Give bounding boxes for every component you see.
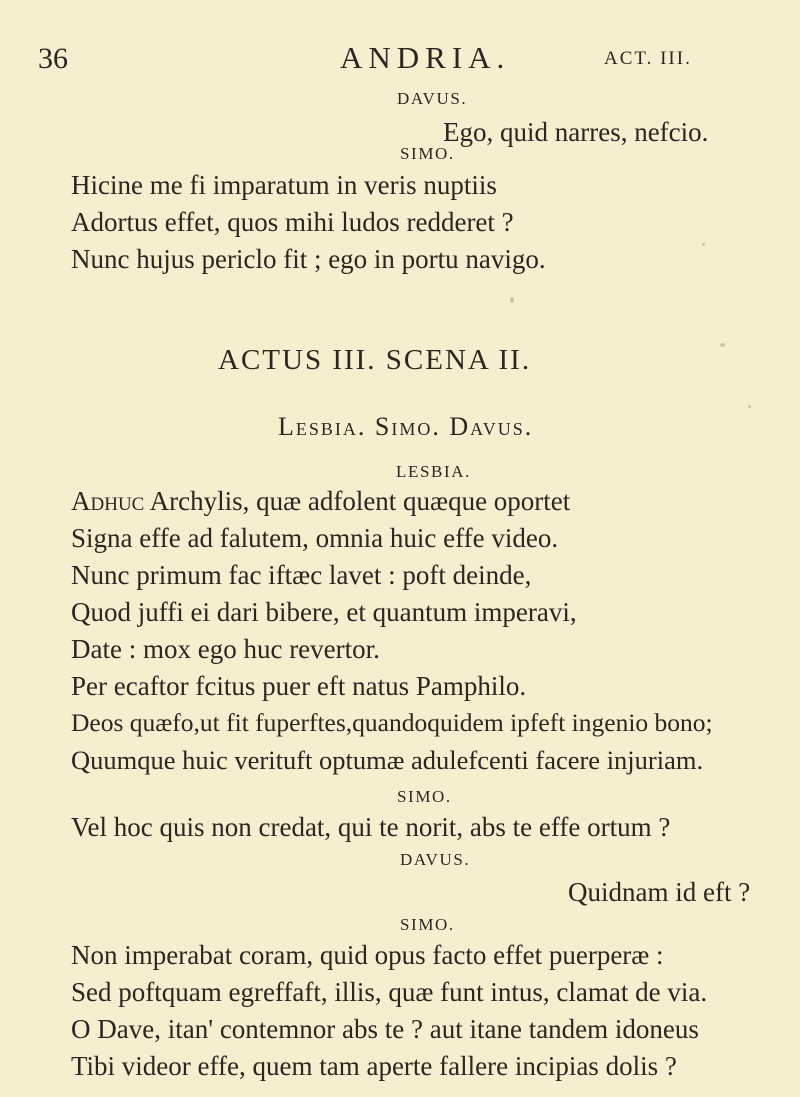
running-title: ANDRIA. — [340, 40, 511, 75]
act-label: ACT. III. — [604, 48, 692, 69]
verse-line: Ego, quid narres, nefcio. — [443, 117, 709, 147]
verse-line: Deos quæfo,ut fit fuperftes,quandoquidem ipfeft ingenio bono; — [71, 708, 713, 737]
paper-speck — [748, 405, 751, 408]
verse-line: Signa effe ad falutem, omnia huic effe video. — [71, 523, 559, 553]
paper-speck — [510, 297, 514, 303]
verse-line: Non imperabat coram, quid opus facto effet puerperæ : — [71, 940, 664, 970]
verse-line: Adortus effet, quos mihi ludos redderet ? — [71, 207, 514, 237]
verse-line: Quumque huic verituft optumæ adulefcenti facere injuriam. — [71, 745, 704, 775]
verse-line: Nunc primum fac iftæc lavet : poft deinde, — [71, 560, 532, 590]
verse-line: Sed poftquam egreffaft, illis, quæ funt intus, clamat de via. — [71, 977, 708, 1007]
verse-line: Nunc hujus periclo fit ; ego in portu navigo. — [71, 244, 546, 274]
verse-line: Tibi videor effe, quem tam aperte fallere incipias dolis ? — [71, 1051, 677, 1081]
page-number: 36 — [38, 42, 68, 75]
speaker-simo: SIMO. — [397, 787, 452, 806]
verse-line: Date : mox ego huc revertor. — [71, 634, 380, 664]
verse-line: Quod juffi ei dari bibere, et quantum imperavi, — [71, 597, 577, 627]
verse-line-rest: Archylis, quæ adfolent quæque oportet — [144, 486, 571, 516]
verse-line: O Dave, itan' contemnor abs te ? aut itane tandem idoneus — [71, 1014, 699, 1044]
verse-line: Quidnam id eft ? — [568, 877, 751, 907]
verse-line: Hicine me fi imparatum in veris nuptiis — [71, 170, 497, 200]
speaker-simo: SIMO. — [400, 915, 455, 934]
verse-line: Per ecaftor fcitus puer eft natus Pamphilo. — [71, 671, 527, 701]
speaker-simo: SIMO. — [400, 144, 455, 163]
speaker-davus: DAVUS. — [397, 89, 468, 108]
verse-line-first — [71, 486, 570, 517]
speaker-davus: DAVUS. — [400, 850, 471, 869]
paper-speck — [720, 343, 725, 347]
dramatis-personae: Lesbia. Simo. Davus. — [278, 412, 534, 441]
verse-line: Vel hoc quis non credat, qui te norit, abs te effe ortum ? — [71, 812, 671, 842]
paper-speck — [702, 243, 705, 246]
scene-title: ACTUS III. SCENA II. — [218, 344, 532, 376]
speaker-lesbia: LESBIA. — [396, 462, 471, 481]
drop-word: Adhuc — [71, 486, 145, 516]
